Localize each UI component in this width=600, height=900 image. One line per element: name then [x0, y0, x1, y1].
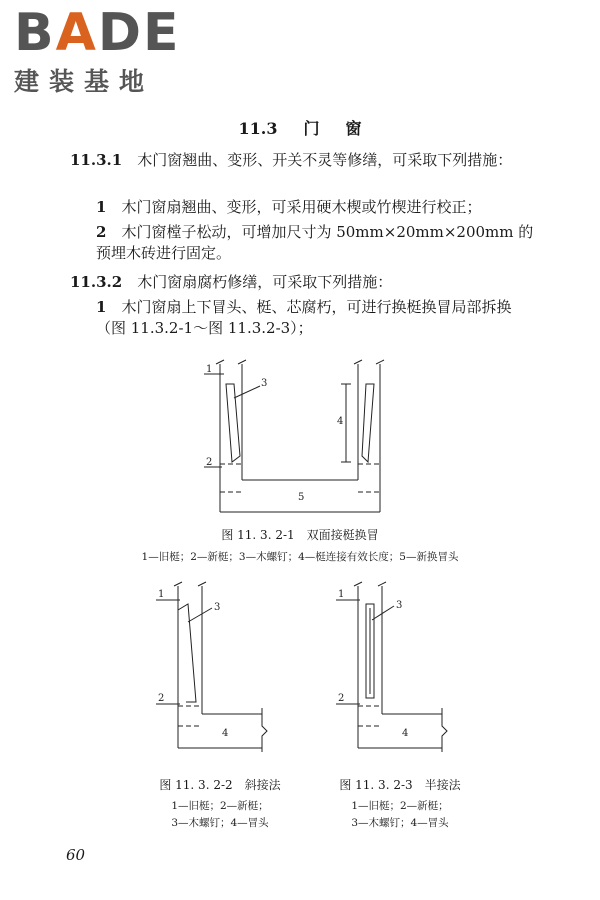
figure-11-3-2-3 [330, 576, 460, 758]
logo [14, 3, 181, 98]
label-4: 4 [337, 416, 344, 427]
figure-3-note-line-2: 3—木螺钉；4—冒头 [351, 817, 449, 829]
clause-11-3-2: 11.3.2 木门窗扇腐朽修缮，可采取下列措施： [70, 273, 393, 291]
label-2: 2 [206, 457, 213, 468]
label-4: 4 [402, 728, 409, 739]
break-mark [354, 360, 384, 364]
section-title: 11.3 门 窗 [238, 119, 362, 138]
label-4: 4 [222, 728, 229, 739]
label-2: 2 [158, 693, 165, 704]
logo-chinese-name: 建装基地 [14, 67, 155, 96]
clause-11-3-1-item-1: 1 木门窗扇翘曲、变形，可采用硬木楔或竹楔进行校正； [96, 198, 482, 216]
label-2: 2 [338, 693, 345, 704]
figure-2-note-line-2: 3—木螺钉；4—冒头 [171, 817, 269, 829]
right-scarf-joint [362, 384, 374, 462]
label-3: 3 [214, 602, 221, 613]
clause-11-3-1-item-2: 2 木门窗樘子松动，可增加尺寸为 50mm×20mm×200mm 的预埋木砖进行固定。 [96, 223, 534, 262]
figure-3-caption: 图 11. 3. 2-3 半接法 [339, 778, 461, 792]
label-3: 3 [261, 378, 268, 389]
clause-11-3-2-item-1: 1 木门窗扇上下冒头、梃、芯腐朽，可进行换梃换冒局部拆换（图 11.3.2-1～图 11.3.2-3）； [96, 298, 512, 337]
label-1: 1 [338, 589, 345, 600]
figure-2-note-line-1: 1—旧梃；2—新梃； [171, 800, 269, 812]
figure-11-3-2-1 [190, 352, 410, 517]
label-1: 1 [206, 364, 213, 375]
page-number: 60 [66, 846, 86, 864]
break-mark [442, 708, 447, 752]
label-5: 5 [298, 492, 305, 503]
clause-11-3-1: 11.3.1 木门窗翘曲、变形、开关不灵等修缮，可采取下列措施： [70, 151, 513, 169]
figure-11-3-2-2 [150, 576, 280, 758]
label-1: 1 [158, 589, 165, 600]
figure-3-note-line-1: 1—旧梃；2—新梃； [351, 800, 449, 812]
leader-line [372, 606, 394, 620]
figure-1-caption: 图 11. 3. 2-1 双面接梃换冒 [221, 528, 379, 542]
break-mark [262, 708, 267, 752]
leader-line [234, 386, 260, 398]
figure-2-caption: 图 11. 3. 2-2 斜接法 [159, 778, 281, 792]
break-mark [354, 582, 386, 586]
break-mark [216, 360, 246, 364]
label-3: 3 [396, 600, 403, 611]
break-mark [174, 582, 206, 586]
leader-line [188, 608, 212, 622]
figure-1-note: 1—旧梃；2—新梃；3—木螺钉；4—梃连接有效长度；5—新换冒头 [141, 551, 459, 563]
logo-wordmark: BADE [14, 3, 181, 63]
